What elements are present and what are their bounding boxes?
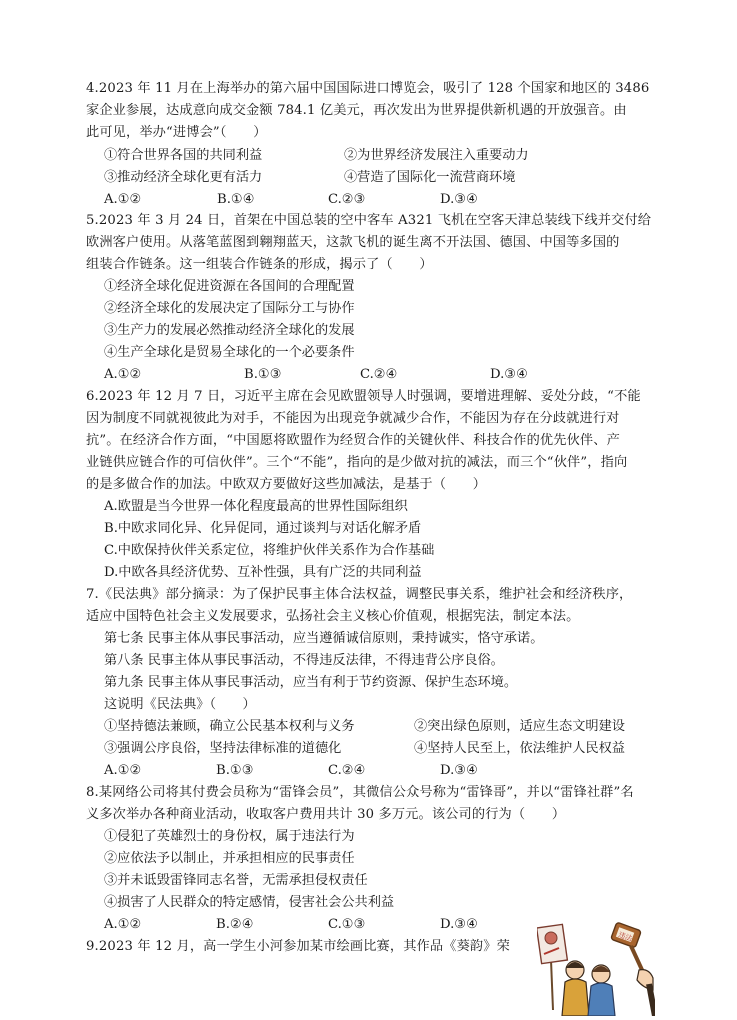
q6-option-d: D.中欧各具经济优势、互补性强，具有广泛的共同利益 xyxy=(104,565,422,580)
q5-choice-c: C.②④ xyxy=(360,367,398,382)
q4-stem-line: 此可见，举办“进博会”（ ） xyxy=(86,125,267,140)
q8-item: ③并未诋毁雷锋同志名誉，无需承担侵权责任 xyxy=(104,873,368,888)
q5-item: ③生产力的发展必然推动经济全球化的发展 xyxy=(104,323,355,338)
q4-stem-line: 4.2023 年 11 月在上海举办的第六届中国国际进口博览会，吸引了 128 个国家和地区的 3486 xyxy=(86,81,650,96)
q6-option-a: A.欧盟是当今世界一体化程度最高的世界性国际组织 xyxy=(104,499,408,514)
q8-choice-d: D.③④ xyxy=(440,917,478,932)
q8-stem-line: 8.某网络公司将其付费会员称为“雷锋会员”，其微信公众号称为“雷锋哥”，并以“雷锋社群”名 xyxy=(86,785,634,800)
q5-choice-b: B.①③ xyxy=(244,367,282,382)
q7-stem-line: 适应中国特色社会主义发展要求，弘扬社会主义核心价值观，根据宪法，制定本法。 xyxy=(86,609,580,624)
q7-article: 第八条 民事主体从事民事活动，不得违反法律，不得违背公序良俗。 xyxy=(104,653,504,668)
q6-option-b: B.中欧求同化异、化异促同，通过谈判与对话化解矛盾 xyxy=(104,521,422,536)
q4-item: ③推动经济全球化更有活力 xyxy=(104,170,263,185)
q4-stem-line: 家企业参展，达成意向成交金额 784.1 亿美元，再次发出为世界提供新机遇的开放强音。由 xyxy=(86,103,627,118)
illustration-sign-text: 违法 xyxy=(617,930,634,944)
illustration-svg xyxy=(537,920,655,1016)
q8-stem-line: 义多次举办各种商业活动，收取客户费用共计 30 多万元。该公司的行为（ ） xyxy=(86,807,566,822)
q8-choice-a: A.①② xyxy=(104,917,142,932)
q7-choice-a: A.①② xyxy=(104,763,142,778)
q5-choice-d: D.③④ xyxy=(490,367,528,382)
q5-choice-a: A.①② xyxy=(104,367,142,382)
q4-item: ④营造了国际化一流营商环境 xyxy=(344,170,516,185)
q8-choice-c: C.①③ xyxy=(328,917,366,932)
q6-stem-line: 因为制度不同就视彼此为对手，不能因为出现竞争就减少合作，不能因为存在分歧就进行对 xyxy=(86,411,620,426)
q7-choice-c: C.②④ xyxy=(328,763,366,778)
q5-stem-line: 5.2023 年 3 月 24 日，首架在中国总装的空中客车 A321 飞机在空客天津总装线下线并交付给 xyxy=(86,213,652,228)
q7-item: ②突出绿色原则，适应生态文明建设 xyxy=(414,719,625,734)
q9-stem-line: 9.2023 年 12 月，高一学生小河参加某市绘画比赛，其作品《葵韵》荣 xyxy=(86,939,510,954)
q7-article: 第九条 民事主体从事民事活动，应当有利于节约资源、保护生态环境。 xyxy=(104,675,518,690)
q7-stem-line: 7.《民法典》部分摘录：为了保护民事主体合法权益，调整民事关系，维护社会和经济秩序， xyxy=(86,587,633,602)
q6-stem-line: 抗”。在经济合作方面，“中国愿将欧盟作为经贸合作的关键伙伴、科技合作的优先伙伴、产 xyxy=(86,433,620,448)
q7-choice-d: D.③④ xyxy=(440,763,478,778)
q8-item: ②应依法予以制止，并承担相应的民事责任 xyxy=(104,851,355,866)
q4-choice-a: A.①② xyxy=(104,192,142,207)
q8-item: ①侵犯了英雄烈士的身份权，属于违法行为 xyxy=(104,829,355,844)
q7-item: ③强调公序良俗，坚持法律标准的道德化 xyxy=(104,741,342,756)
q7-choice-b: B.①③ xyxy=(216,763,254,778)
q5-item: ②经济全球化的发展决定了国际分工与协作 xyxy=(104,301,355,316)
q4-item: ②为世界经济发展注入重要动力 xyxy=(344,148,529,163)
q4-choice-b: B.①④ xyxy=(217,192,255,207)
q4-choice-d: D.③④ xyxy=(440,192,478,207)
q4-item: ①符合世界各国的共同利益 xyxy=(104,148,263,163)
q5-stem-line: 欧洲客户使用。从落笔蓝图到翱翔蓝天，这款飞机的诞生离不开法国、德国、中国等多国的 xyxy=(86,235,620,250)
poster-face-icon xyxy=(545,932,557,944)
q6-stem-line: 的是多做合作的加法。中欧双方要做好这些加减法，是基于（ ） xyxy=(86,477,487,492)
q8-item: ④损害了人民群众的特定感情，侵害社会公共利益 xyxy=(104,895,395,910)
q6-stem-line: 业链供应链合作的可信伙伴”。三个“不能”，指向的是少做对抗的减法，而三个“伙伴”，指向 xyxy=(86,455,628,470)
q5-stem-line: 组装合作链条。这一组装合作链条的形成，揭示了（ ） xyxy=(86,257,433,272)
q7-question: 这说明《民法典》（ ） xyxy=(104,697,256,712)
q7-item: ④坚持人民至上，依法维护人民权益 xyxy=(414,741,625,756)
q7-item: ①坚持德法兼顾，确立公民基本权利与义务 xyxy=(104,719,355,734)
cartoon-illustration xyxy=(537,920,655,1016)
q5-item: ①经济全球化促进资源在各国间的合理配置 xyxy=(104,279,355,294)
q6-option-c: C.中欧保持伙伴关系定位，将维护伙伴关系作为合作基础 xyxy=(104,543,435,558)
q7-article: 第七条 民事主体从事民事活动，应当遵循诚信原则，秉持诚实，恪守承诺。 xyxy=(104,631,544,646)
q5-item: ④生产全球化是贸易全球化的一个必要条件 xyxy=(104,345,355,360)
q6-stem-line: 6.2023 年 12 月 7 日，习近平主席在会见欧盟领导人时强调，要增进理解、妥处分歧，“不能 xyxy=(86,389,641,404)
q4-choice-c: C.②③ xyxy=(328,192,366,207)
q8-choice-b: B.②④ xyxy=(216,917,254,932)
